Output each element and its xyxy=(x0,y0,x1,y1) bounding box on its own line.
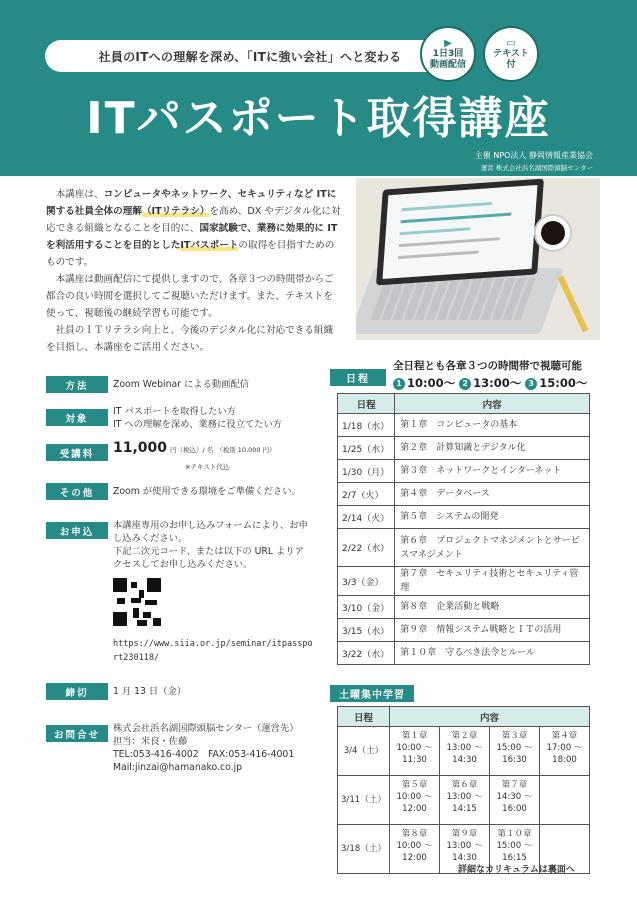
row-content: 第２章 計算知識とデジタル化 xyxy=(395,437,590,460)
session-chapter: 第２章 xyxy=(451,731,478,741)
table-row xyxy=(338,529,590,567)
table-row xyxy=(338,567,590,596)
qr-finder xyxy=(147,578,161,592)
row-date: 3/4（土） xyxy=(338,727,390,776)
time-slot-2 xyxy=(459,375,521,391)
session-chapter: 第３章 xyxy=(501,731,528,741)
time-slot-number: 1 xyxy=(393,378,405,390)
screen-line xyxy=(398,251,479,260)
apply-line-2: し込みください。 xyxy=(113,533,188,544)
intro-paragraph-1 xyxy=(46,186,342,271)
target-label: 対象 xyxy=(46,409,108,426)
time-slot-3 xyxy=(525,375,587,391)
row-date: 1/18（水） xyxy=(338,414,395,437)
session-end: 11:30 xyxy=(402,755,427,765)
session-chapter: 第１０章 xyxy=(497,829,532,839)
screen-line xyxy=(399,237,500,247)
session-start: 10:00 ～ xyxy=(396,841,433,851)
pencil xyxy=(558,276,589,333)
organizer: 主催 NPO法人 静岡情報産業協会 xyxy=(474,151,593,160)
intro-p1-highlight-2: ITパスポート xyxy=(180,240,239,251)
row-date: 3/3（金） xyxy=(338,567,395,596)
header-date: 日程 xyxy=(338,394,395,414)
table-header-row xyxy=(338,394,590,414)
text-badge xyxy=(483,26,539,82)
session-start: 13:00 ～ xyxy=(446,792,483,802)
session-chapter: 第９章 xyxy=(451,829,478,839)
tagline: 社員のITへの理解を深め、「ITに強い会社」へと変わる xyxy=(45,40,455,72)
row-date: 2/14（火） xyxy=(338,506,395,529)
apply-url[interactable]: https://www.siia.or.jp/seminar/itpassport230118/ xyxy=(113,639,313,663)
method-value: Zoom Webinar による動画配信 xyxy=(113,379,250,390)
table-row xyxy=(338,483,590,506)
saturday-table xyxy=(337,706,590,874)
laptop-keyboard xyxy=(370,278,535,320)
table-row xyxy=(338,414,590,437)
qr-module xyxy=(145,600,157,605)
table-row xyxy=(338,727,590,776)
session-chapter: 第５章 xyxy=(401,780,428,790)
qr-code[interactable] xyxy=(113,578,161,626)
schedule-times xyxy=(393,375,587,391)
qr-module xyxy=(153,618,161,626)
session-cell xyxy=(390,825,440,874)
schedule-note: 全日程とも各章３つの時間帯で視聴可能 xyxy=(393,360,582,372)
row-date: 3/18（土） xyxy=(338,825,390,874)
table-row xyxy=(338,776,590,825)
contact-label: お問合せ xyxy=(46,725,108,742)
footer-note: 詳細なカリキュラムは裏面へ xyxy=(458,865,575,875)
row-content: 第３章 ネットワークとインターネット xyxy=(395,460,590,483)
session-cell xyxy=(390,727,440,776)
fee-price: 11,000 xyxy=(113,440,168,456)
coffee xyxy=(541,221,565,245)
qr-module xyxy=(117,598,125,604)
target-value xyxy=(113,405,282,431)
fee-value xyxy=(113,442,276,457)
session-end: 16:30 xyxy=(502,755,527,765)
header-content: 内容 xyxy=(390,707,590,727)
header-date: 日程 xyxy=(338,707,390,727)
session-end: 14:30 xyxy=(452,853,477,863)
session-start: 10:00 ～ xyxy=(396,792,433,802)
apply-value xyxy=(113,519,308,571)
time-slot-time: 10:00～ xyxy=(407,376,456,390)
row-content: 第１章 コンピュータの基本 xyxy=(395,414,590,437)
session-cell xyxy=(490,776,540,825)
other-value: Zoom が使用できる環境をご準備ください。 xyxy=(113,486,301,497)
session-cell xyxy=(440,727,490,776)
qr-finder xyxy=(113,612,127,626)
intro-text xyxy=(46,186,342,356)
table-row xyxy=(338,619,590,642)
time-slot-time: 15:00～ xyxy=(539,376,588,390)
session-start: 13:00 ～ xyxy=(446,743,483,753)
screen-line xyxy=(400,213,511,224)
contact-line-1: 株式会社浜名湖国際頭脳センター（運営先） xyxy=(113,723,299,734)
qr-module xyxy=(131,582,137,588)
contact-phone-fax: TEL:053-416-4002 FAX:053-416-4001 xyxy=(113,749,295,760)
row-date: 2/22（水） xyxy=(338,529,395,567)
row-date: 3/22（水） xyxy=(338,642,395,665)
apply-line-4: クセスしてお申し込みください。 xyxy=(113,559,253,570)
intro-p1-highlight-1: （ITリテラシ） xyxy=(141,206,210,217)
row-date: 2/7（火） xyxy=(338,483,395,506)
session-chapter: 第１章 xyxy=(401,731,428,741)
session-start: 17:00 ～ xyxy=(546,743,583,753)
laptop-photo xyxy=(356,178,600,340)
intro-p1-a: 本講座は、 xyxy=(55,189,104,200)
qr-module xyxy=(139,590,144,598)
table-row xyxy=(338,596,590,619)
intro-p1-c: を高め、DX やデジタル化に対応できる組織となることを目的に、 xyxy=(46,206,341,234)
page-title: ITパスポート取得講座 xyxy=(86,93,551,144)
session-cell-empty xyxy=(540,776,590,825)
header-content: 内容 xyxy=(395,394,590,414)
session-end: 14:30 xyxy=(452,755,477,765)
fee-tax-ex: （税別 10,000 円） xyxy=(216,446,276,454)
session-chapter: 第４章 xyxy=(551,731,578,741)
intro-p1-d: の取得を目指すためのものです。 xyxy=(46,240,335,268)
screen-line xyxy=(401,202,492,211)
session-cell xyxy=(540,727,590,776)
intro-paragraph-3: 社員のＩＴリテラシ向上と、今後のデジタル化に対応できる組織を目指し、本講座をご活用ください。 xyxy=(46,325,334,353)
qr-module xyxy=(137,620,147,626)
qr-module xyxy=(131,598,141,603)
table-row xyxy=(338,460,590,483)
session-chapter: 第８章 xyxy=(401,829,428,839)
deadline-label: 締切 xyxy=(46,683,108,700)
other-label: その他 xyxy=(46,483,108,500)
row-content: 第７章 セキュリティ技術とセキュリティ管理 xyxy=(395,567,590,596)
session-chapter: 第６章 xyxy=(451,780,478,790)
fee-tax-in: 円（税込）/ 名 xyxy=(170,446,214,454)
session-end: 14:15 xyxy=(452,804,477,814)
session-cell xyxy=(390,776,440,825)
qr-module xyxy=(133,608,139,618)
contact-value xyxy=(113,722,299,774)
row-content: 第６章 プロジェクトマネジメントとサービスマネジメント xyxy=(395,529,590,567)
table-header-row xyxy=(338,707,590,727)
intro-paragraph-2: 本講座は動画配信にて提供しますので、各章３つの時間帯からご都合の良い時間を選択してご視聴いただけます。また、テキストを使って、視聴後の継続学習も可能です。 xyxy=(46,274,334,319)
row-content: 第１０章 守るべき法令とルール xyxy=(395,642,590,665)
intro-p1-bold-1: コンピュータやネットワーク、セキュリティなど ITに関する社員全体の理解 xyxy=(46,189,337,217)
laptop-screen xyxy=(382,185,537,279)
book-icon: ▭ xyxy=(506,37,516,49)
screen-line xyxy=(400,227,471,235)
qr-finder xyxy=(113,578,127,592)
fee-note: ※テキスト代込 xyxy=(185,463,230,471)
session-start: 13:00 ～ xyxy=(446,841,483,851)
session-end: 16:00 xyxy=(502,804,527,814)
text-badge-line1: テキスト xyxy=(493,49,529,60)
row-date: 1/25（水） xyxy=(338,437,395,460)
contact-line-2: 担当：米良・佐藤 xyxy=(113,736,188,747)
table-row xyxy=(338,506,590,529)
row-date: 3/10（金） xyxy=(338,596,395,619)
session-end: 12:00 xyxy=(402,853,427,863)
table-row xyxy=(338,642,590,665)
fee-label: 受講料 xyxy=(46,444,108,461)
time-slot-number: 3 xyxy=(525,378,537,390)
operator: 運営 株式会社浜名湖国際頭脳センター xyxy=(480,164,593,172)
session-start: 14:30 ～ xyxy=(496,792,533,802)
row-content: 第９章 情報システム戦略とＩＴの活用 xyxy=(395,619,590,642)
row-content: 第４章 データベース xyxy=(395,483,590,506)
session-start: 15:00 ～ xyxy=(496,743,533,753)
row-date: 3/15（水） xyxy=(338,619,395,642)
session-cell xyxy=(490,727,540,776)
table-row xyxy=(338,437,590,460)
contact-email[interactable]: Mail:jinzai@hamanako.co.jp xyxy=(113,762,243,773)
time-slot-time: 13:00～ xyxy=(473,376,522,390)
time-slot-number: 2 xyxy=(459,378,471,390)
row-content: 第５章 システムの開発 xyxy=(395,506,590,529)
target-line-2: IT への理解を深め、業務に役立てたい方 xyxy=(113,419,283,430)
target-line-1: IT パスポートを取得したい方 xyxy=(113,406,236,417)
session-chapter: 第７章 xyxy=(501,780,528,790)
qr-module xyxy=(143,612,151,618)
schedule-table xyxy=(337,393,590,665)
row-date: 3/11（土） xyxy=(338,776,390,825)
apply-line-1: 本講座専用のお申し込みフォームにより、お申 xyxy=(113,520,308,531)
time-slot-1 xyxy=(393,375,455,391)
play-icon: ▶ xyxy=(444,37,452,49)
video-badge xyxy=(420,26,476,82)
deadline-value: 1 月 13 日（金） xyxy=(113,686,187,697)
schedule-label: 日程 xyxy=(330,369,386,386)
session-start: 15:00 ～ xyxy=(496,841,533,851)
header-banner xyxy=(0,0,637,176)
apply-line-3: 下記二次元コード、または以下の URL よりア xyxy=(113,546,304,557)
row-date: 1/30（月） xyxy=(338,460,395,483)
intro-p1-bold-2: 国家試験で、業務に効果的に IT を利活用することを目的とした xyxy=(46,223,338,251)
session-cell xyxy=(440,776,490,825)
video-badge-line2: 動画配信 xyxy=(429,59,466,70)
session-end: 18:00 xyxy=(552,755,577,765)
session-start: 10:00 ～ xyxy=(396,743,433,753)
row-content: 第８章 企業活動と戦略 xyxy=(395,596,590,619)
apply-label: お申込 xyxy=(46,522,108,539)
text-badge-line2: 付 xyxy=(506,59,516,70)
video-badge-line1: 1日3回 xyxy=(432,49,464,60)
method-label: 方法 xyxy=(46,376,108,393)
session-end: 12:00 xyxy=(402,804,427,814)
session-end: 16:15 xyxy=(502,853,527,863)
saturday-label: 土曜集中学習 xyxy=(330,685,414,702)
